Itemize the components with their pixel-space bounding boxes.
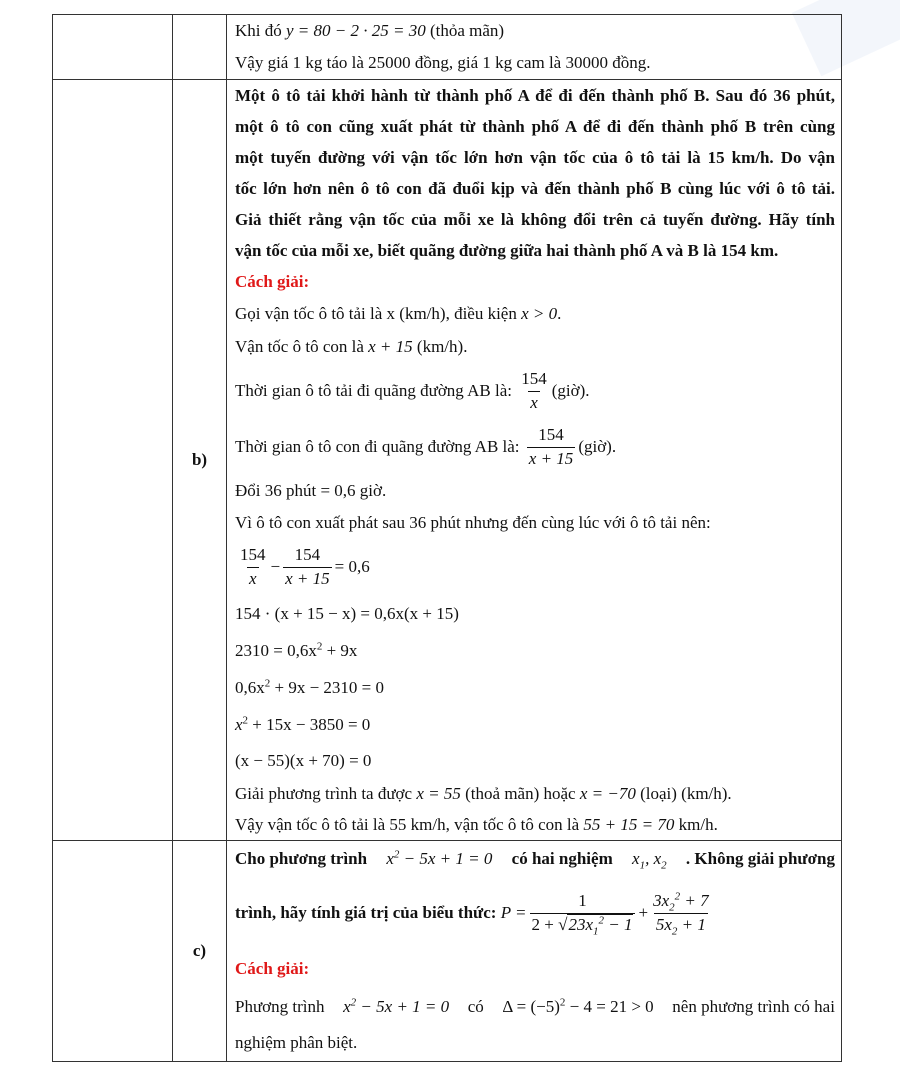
- solution-table: [52, 14, 842, 1062]
- text: Khi đó: [235, 21, 282, 40]
- row-c-empty-cell: [53, 841, 173, 1062]
- problem-line: tốc lớn hơn nên ô tô con đã đuổi kịp và đến thành phố B cùng lúc với ô tô tải.: [235, 179, 835, 198]
- equation: $0,6x^2 + 9x - 2310 = 0$: [235, 676, 385, 697]
- text: (loại) (km/h).: [640, 783, 732, 803]
- math: x = 55: [416, 783, 461, 803]
- math: x + 15: [368, 336, 413, 356]
- row-c-label: c): [173, 841, 227, 1062]
- row-b-label: b): [173, 80, 227, 841]
- problem-line: một tuyến đường với vận tốc lớn hơn vận tốc của ô tô tải là 15 km/h. Do vận: [235, 148, 835, 167]
- text: Đổi 36 phút = 0,6 giờ.: [235, 481, 387, 500]
- row-c: [53, 841, 842, 1062]
- fraction: [530, 890, 636, 937]
- problem-line: một ô tô con cũng xuất phát từ thành phố A để đi đến thành phố B trên cùng: [235, 117, 835, 136]
- math: x > 0: [521, 304, 558, 323]
- text: nghiệm phân biệt.: [235, 1033, 358, 1052]
- text: trình, hãy tính giá trị của biểu thức:: [235, 903, 497, 922]
- equation: (x − 55)(x + 70) = 0: [235, 750, 372, 770]
- math: $x^2 - 5x + 1 = 0$: [343, 996, 450, 1016]
- text: Cho phương trình: [235, 849, 368, 868]
- fraction: [651, 890, 711, 937]
- fraction: [519, 370, 549, 412]
- denominator: x + 15: [528, 448, 574, 468]
- problem-statement: [235, 80, 835, 235]
- text: Vì ô tô con xuất phát sau 36 phút nhưng đến cùng lúc với ô tô tải nên:: [235, 513, 711, 532]
- solution-heading: Cách giải:: [235, 272, 310, 291]
- math: P =: [500, 903, 527, 922]
- text: (giờ).: [551, 381, 590, 400]
- equation: 154 · (x + 15 − x) = 0,6x(x + 15): [235, 603, 459, 623]
- numerator: 1: [578, 890, 587, 910]
- text: có: [467, 997, 484, 1016]
- numerator: 154: [538, 424, 564, 444]
- numerator: 154: [294, 544, 321, 564]
- problem-line: Giả thiết rằng vận tốc của mỗi xe là không đổi trên cả tuyến đường. Hãy tính: [235, 210, 835, 229]
- text: (km/h).: [416, 336, 468, 356]
- math: y = 80 − 2 · 25 = 30: [286, 21, 426, 40]
- numerator: $3x_2^2 + 7$: [653, 890, 709, 914]
- text: Vậy vận tốc ô tô tải là 55 km/h, vận tốc ô tô con là: [235, 814, 580, 834]
- row-c-content: Cho phương trình $x^2 - 5x + 1 = 0$ có hai nghiệm $x_1$, $x_2$ . Không giải phương trình, hãy tính giá trị của biểu thức: P = $\frac{1}{2 + √23x_1^2 - 1}$ + $\frac{3x_2^2 + 7}{5x_2 + 1}$ Cách giải: Phương trình $x^2 - 5x + 1 = 0$ có $\Delta = (-5)^2 - 4 = 21 > 0$ nên phương trình có hai nghiệm phân biệt.: [227, 841, 842, 1062]
- math: x = −70: [579, 783, 636, 803]
- denominator: $2 + √23x_1^2 - 1$: [530, 913, 636, 935]
- math: $\Delta = (-5)^2 - 4 = 21 > 0$: [502, 996, 654, 1016]
- text: Gọi vận tốc ô tô tải là x (km/h), điều kiện: [235, 304, 517, 323]
- denominator: x + 15: [285, 568, 330, 588]
- fraction: [283, 546, 332, 588]
- row-a-empty-cell: [53, 15, 173, 80]
- fraction: [527, 426, 576, 468]
- row-a-label-cell: [173, 15, 227, 80]
- equation: $x^2 + 15x - 3850 = 0$: [235, 713, 371, 734]
- math: 55 + 15 = 70: [583, 814, 675, 834]
- text: Thời gian ô tô tải đi quãng đường AB là:: [235, 381, 512, 400]
- equation: $2310 = 0,6x^2 + 9x$: [235, 639, 358, 660]
- text: có hai nghiệm: [511, 849, 613, 868]
- text: Giải phương trình ta được: [235, 783, 413, 803]
- numerator: 154: [521, 368, 547, 388]
- text: Phương trình: [235, 997, 325, 1016]
- text: Thời gian ô tô con đi quãng đường AB là:: [235, 437, 520, 456]
- math: $x^2 - 5x + 1 = 0$: [386, 848, 493, 868]
- denominator: $5x_2 + 1$: [655, 914, 706, 937]
- denominator: x: [530, 392, 538, 412]
- fraction: [238, 546, 268, 588]
- math: $x_1$, $x_2$: [632, 849, 667, 872]
- row-b: [53, 80, 842, 841]
- row-a-content: [227, 15, 842, 80]
- text: Vận tốc ô tô con là: [235, 336, 364, 356]
- problem-line: vận tốc của mỗi xe, biết quãng đường giữa hai thành phố A và B là 154 km.: [235, 240, 779, 260]
- text: (thỏa mãn): [429, 21, 505, 40]
- row-b-empty-cell: [53, 80, 173, 841]
- solution-heading: Cách giải:: [235, 959, 310, 978]
- problem-line: Một ô tô tải khởi hành từ thành phố A để đi đến thành phố B. Sau đó 36 phút,: [235, 86, 835, 105]
- text: (thoả mãn) hoặc: [465, 783, 576, 803]
- row-b-content: Một ô tô tải khởi hành từ thành phố A để đi đến thành phố B. Sau đó 36 phút, một ô tô con cũng xuất phát từ thành phố A để đi đến thành phố B trên cùng một tuyến đường với vận tốc lớn hơn vận tốc của ô tô tải là 15 km/h. Do vận tốc lớn hơn nên ô tô con đã đuổi kịp và đến thành phố B cùng lúc với ô tô tải. Giả thiết rằng vận tốc của mỗi xe là không đổi trên cả tuyến đường. Hãy tính vận tốc của mỗi xe, biết quãng đường giữa hai thành phố A và B là 154 km. Cách giải: Gọi vận tốc ô tô tải là x (km/h), điều kiện x > 0 . Vận tốc ô tô con là x + 15 (km/h). Thời gian ô tô tải đi quãng đường AB là: $\frac{154}{x}$ (giờ). Thời gian ô tô con đi quãng đường AB là: $\frac{154}{x + 15}$ (giờ). Đổi 36 phút = 0,6 giờ. Vì ô tô con xuất phát sau 36 phút nhưng đến cùng lúc với ô tô tải nên: $\frac{154}{x}$ − $\frac{154}{x + 15}$ = 0,6 154 · (x + 15 − x) = 0,6x(x + 15) $2310 = 0,6x^2 + 9x$ $0,6x^2 + 9x - 2310 = 0$ $x^2 + 15x - 3850 = 0$ (x − 55)(x + 70) = 0 Giải phương trình ta được x = 55 (thoả mãn) hoặc x = −70 (loại) (km/h). Vậy vận tốc ô tô tải là 55 km/h, vận tốc ô tô con là 55 + 15 = 70 km/h.: [227, 80, 842, 841]
- text: km/h.: [678, 814, 718, 834]
- row-a: [53, 15, 842, 80]
- text: . Không giải phương: [685, 849, 835, 868]
- text: Vậy giá 1 kg táo là 25000 đồng, giá 1 kg cam là 30000 đồng.: [235, 53, 651, 72]
- numerator: 154: [240, 544, 266, 564]
- denominator: x: [248, 568, 257, 588]
- text: (giờ).: [578, 437, 617, 456]
- math: = 0,6: [334, 557, 370, 576]
- text: nên phương trình có hai: [672, 997, 835, 1016]
